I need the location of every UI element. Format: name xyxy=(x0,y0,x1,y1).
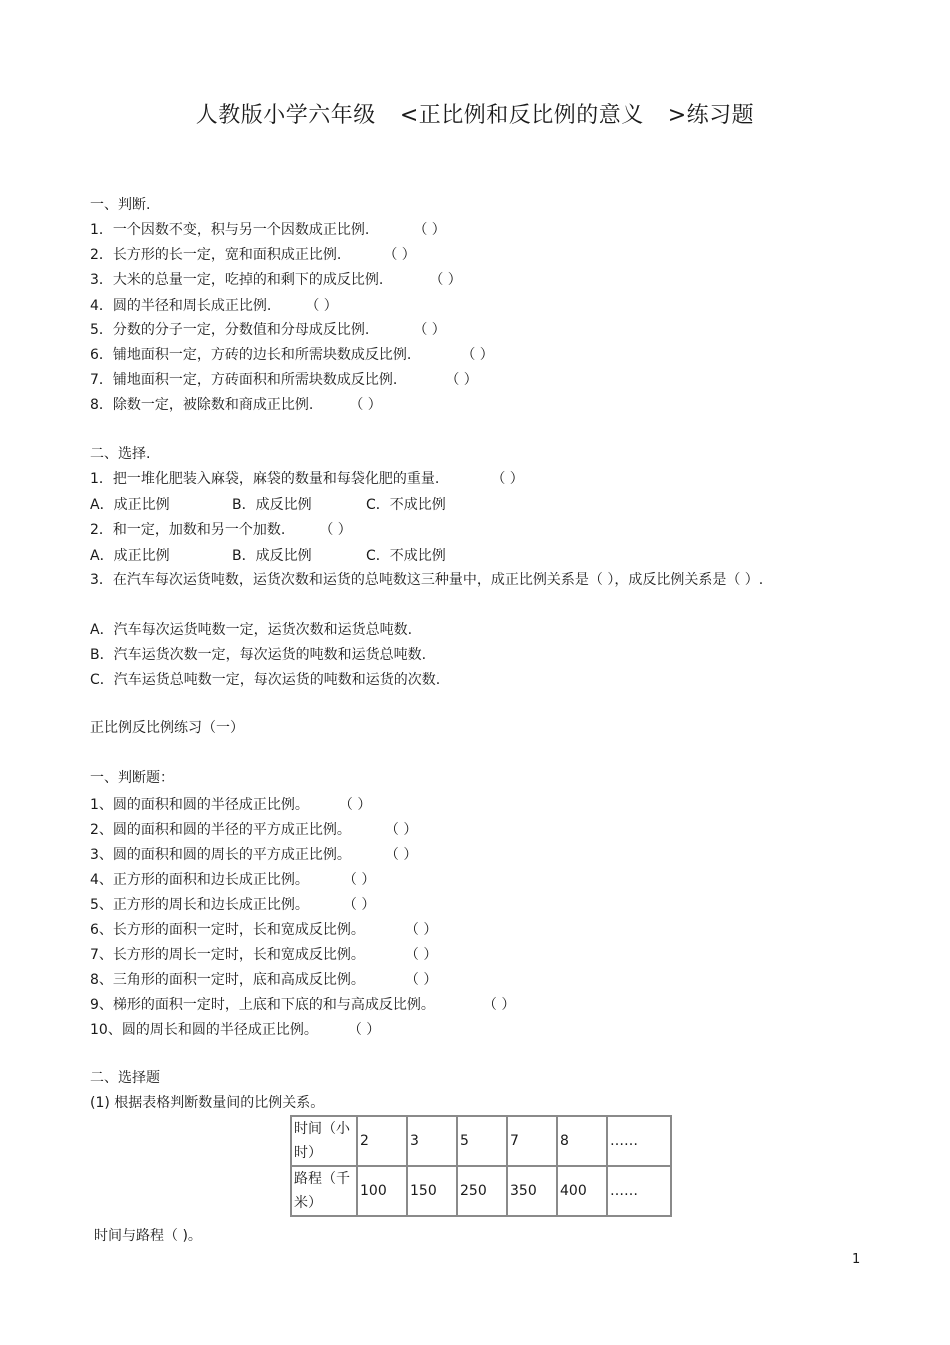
question-text: 1．把一堆化肥装入麻袋，麻袋的数量和每袋化肥的重量. xyxy=(90,471,440,487)
judge-item xyxy=(90,796,371,814)
judge-item xyxy=(90,971,437,989)
judge-item xyxy=(90,846,417,864)
answer-blank: （ ） xyxy=(429,272,462,288)
table-cell: 8 xyxy=(557,1116,607,1166)
judge-item xyxy=(90,921,437,939)
judge-item xyxy=(90,396,382,414)
section1-heading: 一、判断. xyxy=(90,197,151,213)
judge-item-text: 3、圆的面积和圆的周长的平方成正比例。 xyxy=(90,847,351,863)
choice-options xyxy=(90,496,446,514)
judge-item xyxy=(90,321,446,339)
option-c: C．不成比例 xyxy=(366,548,446,564)
answer-blank: （ ） xyxy=(461,347,494,363)
judge-item-text: 6．铺地面积一定，方砖的边长和所需块数成反比例. xyxy=(90,347,412,363)
judge-item-text: 8、三角形的面积一定时，底和高成反比例。 xyxy=(90,972,365,988)
option-a: A．汽车每次运货吨数一定，运货次数和运货总吨数. xyxy=(90,622,413,638)
data-table xyxy=(290,1115,672,1217)
answer-blank: （ ） xyxy=(347,1022,381,1038)
judge-item xyxy=(90,271,462,289)
answer-blank: （ ） xyxy=(445,372,478,388)
judge-item-text: 2．长方形的长一定，宽和面积成正比例. xyxy=(90,247,342,263)
option-a: A．成正比例 xyxy=(90,497,170,513)
judge-item-text: 4、正方形的面积和边长成正比例。 xyxy=(90,872,309,888)
judge-item xyxy=(90,346,494,364)
judge-item-text: 7、长方形的周长一定时，长和宽成反比例。 xyxy=(90,947,365,963)
after-table-question: 时间与路程（ )。 xyxy=(94,1228,202,1244)
choice-question xyxy=(90,470,524,488)
judge-item xyxy=(90,371,478,389)
choice-question xyxy=(90,521,352,539)
judge-item xyxy=(90,946,437,964)
answer-blank: （ ） xyxy=(319,522,352,538)
table-cell: 7 xyxy=(507,1116,557,1166)
judge-item-text: 9、梯形的面积一定时，上底和下底的和与高成反比例。 xyxy=(90,997,435,1013)
judge-heading: 一、判断题： xyxy=(90,770,174,786)
judge-item-text: 6、长方形的面积一定时，长和宽成反比例。 xyxy=(90,922,365,938)
answer-blank: （ ） xyxy=(404,972,438,988)
table-cell: 5 xyxy=(457,1116,507,1166)
answer-blank: （ ） xyxy=(383,247,416,263)
table-cell: …… xyxy=(607,1116,671,1166)
answer-blank: （ ） xyxy=(491,471,524,487)
title-part-2: <正比例和反比例的意义 xyxy=(399,103,644,128)
answer-blank: （ ） xyxy=(404,922,438,938)
option-b: B．汽车运货次数一定，每次运货的吨数和运货总吨数. xyxy=(90,647,427,663)
judge-item-text: 3．大米的总量一定，吃掉的和剩下的成反比例. xyxy=(90,272,384,288)
judge-item-text: 5、正方形的周长和边长成正比例。 xyxy=(90,897,309,913)
page-title xyxy=(0,98,950,129)
judge-item xyxy=(90,221,446,239)
judge-item xyxy=(90,896,375,914)
title-part-1: 人教版小学六年级 xyxy=(195,103,376,128)
question-text: 2．和一定，加数和另一个加数. xyxy=(90,522,286,538)
answer-blank: （ ） xyxy=(338,797,372,813)
table-cell: 250 xyxy=(457,1166,507,1216)
section2-heading: 二、选择. xyxy=(90,446,151,462)
judge-item-text: 2、圆的面积和圆的半径的平方成正比例。 xyxy=(90,822,351,838)
answer-blank: （ ） xyxy=(349,397,382,413)
choice-question: (1) 根据表格判断数量间的比例关系。 xyxy=(90,1095,325,1111)
answer-blank: （ ） xyxy=(413,322,446,338)
option-a: A．成正比例 xyxy=(90,548,170,564)
table-cell: 400 xyxy=(557,1166,607,1216)
answer-blank: （ ） xyxy=(384,822,418,838)
judge-item-text: 10、圆的周长和圆的半径成正比例。 xyxy=(90,1022,318,1038)
answer-blank: （ ） xyxy=(413,222,446,238)
judge-item xyxy=(90,246,416,264)
table-cell: 150 xyxy=(407,1166,457,1216)
judge-item-text: 8．除数一定，被除数和商成正比例. xyxy=(90,397,314,413)
table-row-header: 时间（小时） xyxy=(291,1116,357,1166)
table-cell: 350 xyxy=(507,1166,557,1216)
answer-blank: （ ） xyxy=(404,947,438,963)
practice-title: 正比例反比例练习（一） xyxy=(90,720,244,736)
judge-item-text: 5．分数的分子一定，分数值和分母成反比例. xyxy=(90,322,370,338)
judge-item xyxy=(90,1021,380,1039)
judge-item-text: 7．铺地面积一定，方砖面积和所需块数成反比例. xyxy=(90,372,398,388)
judge-item-text: 1、圆的面积和圆的半径成正比例。 xyxy=(90,797,309,813)
judge-item-text: 4．圆的半径和周长成正比例. xyxy=(90,298,272,314)
option-c: C．不成比例 xyxy=(366,497,446,513)
choice-heading: 二、选择题 xyxy=(90,1070,160,1086)
table-cell: …… xyxy=(607,1166,671,1216)
answer-blank: （ ） xyxy=(342,872,376,888)
judge-item xyxy=(90,297,338,315)
option-b: B．成反比例 xyxy=(232,497,312,513)
table-row xyxy=(291,1166,671,1216)
judge-item xyxy=(90,996,515,1014)
table-cell: 100 xyxy=(357,1166,407,1216)
table-row-header: 路程（千米） xyxy=(291,1166,357,1216)
answer-blank: （ ） xyxy=(305,298,338,314)
page-number: 1 xyxy=(852,1252,861,1267)
choice-options xyxy=(90,547,446,565)
judge-item xyxy=(90,871,375,889)
table-cell: 3 xyxy=(407,1116,457,1166)
answer-blank: （ ） xyxy=(482,997,516,1013)
option-c: C．汽车运货总吨数一定，每次运货的吨数和运货的次数. xyxy=(90,672,441,688)
table-cell: 2 xyxy=(357,1116,407,1166)
judge-item-text: 1．一个因数不变，积与另一个因数成正比例. xyxy=(90,222,370,238)
choice-question-long: 3．在汽车每次运货吨数，运货次数和运货的总吨数这三种量中，成正比例关系是（ ），成反比例关系是（ ）. xyxy=(90,572,764,588)
table-row xyxy=(291,1116,671,1166)
answer-blank: （ ） xyxy=(384,847,418,863)
option-b: B．成反比例 xyxy=(232,548,312,564)
title-part-3: >练习题 xyxy=(667,103,755,128)
answer-blank: （ ） xyxy=(342,897,376,913)
judge-item xyxy=(90,821,417,839)
